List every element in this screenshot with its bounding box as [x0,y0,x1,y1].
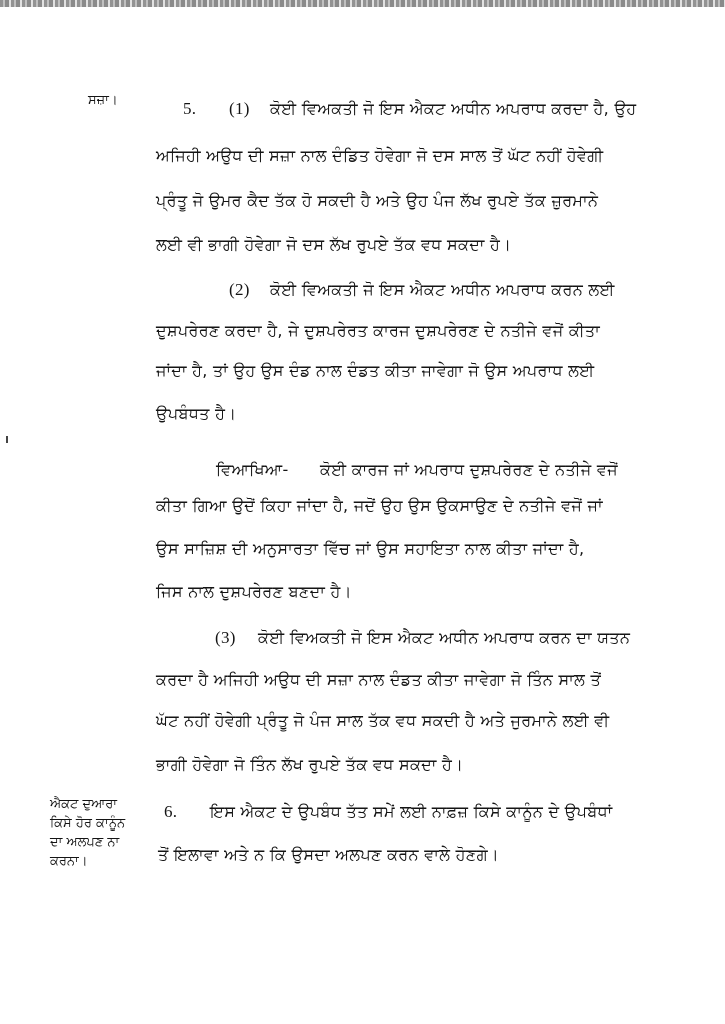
text-line: ਕੀਤਾ ਗਿਆ ਉਦੋਂ ਕਿਹਾ ਜਾਂਦਾ ਹੈ, ਜਦੋਂ ਉਹ ਉਸ ਉਕਸਾਉਣ ਦੇ ਨਤੀਜੇ ਵਜੋਂ ਜਾਂ [156,496,603,515]
subsection-label: (3) [215,628,236,647]
section-number: 5. [183,99,197,118]
scan-top-edge [0,0,725,7]
text-line: ਜਾਂਦਾ ਹੈ, ਤਾਂ ਉਹ ਉਸ ਦੰਡ ਨਾਲ ਦੰਡਤ ਕੀਤਾ ਜਾਵੇਗਾ ਜੋ ਉਸ ਅਪਰਾਧ ਲਈ [156,361,595,380]
text-line: ਕਰਦਾ ਹੈ ਅਜਿਹੀ ਅਉਧ ਦੀ ਸਜ਼ਾ ਨਾਲ ਦੰਡਤ ਕੀਤਾ ਜਾਵੇਗਾ ਜੋ ਤਿੰਨ ਸਾਲ ਤੋਂ [156,670,602,689]
text-line: ਲਈ ਵੀ ਭਾਗੀ ਹੋਵੇਗਾ ਜੋ ਦਸ ਲੱਖ ਰੁਪਏ ਤੱਕ ਵਧ ਸਕਦਾ ਹੈ। [156,235,512,254]
text-line: ਕੋਈ ਕਾਰਜ ਜਾਂ ਅਪਰਾਧ ਦੁਸ਼ਪਰੇਰਣ ਦੇ ਨਤੀਜੇ ਵਜੋਂ [320,460,618,479]
text-line: ਦੁਸ਼ਪਰੇਰਣ ਕਰਦਾ ਹੈ, ਜੇ ਦੁਸ਼ਪਰੇਰਤ ਕਾਰਜ ਦੁਸ਼ਪਰੇਰਣ ਦੇ ਨਤੀਜੇ ਵਜੋਂ ਕੀਤਾ [156,321,600,340]
margin-note-line: ਦਾ ਅਲਪਣ ਨਾ [50,835,120,850]
section-number: 6. [164,802,178,821]
margin-note-line: ਕਰਨਾ। [50,854,88,869]
text-line: ਉਪਬੰਧਤ ਹੈ। [156,404,237,423]
margin-note-line: ਐਕਟ ਦੁਆਰਾ [50,797,118,812]
text-line: ਘੱਟ ਨਹੀਂ ਹੋਵੇਗੀ ਪ੍ਰੰਤੂ ਜੋ ਪੰਜ ਸਾਲ ਤੱਕ ਵਧ ਸਕਦੀ ਹੈ ਅਤੇ ਜੁਰਮਾਨੇ ਲਈ ਵੀ [156,711,610,730]
text-line: ਤੋਂ ਇਲਾਵਾ ਅਤੇ ਨ ਕਿ ਉਸਦਾ ਅਲਪਣ ਕਰਨ ਵਾਲੇ ਹੋਣਗੇ। [158,845,499,864]
scan-mark [6,436,8,443]
text-line: ਇਸ ਐਕਟ ਦੇ ਉਪਬੰਧ ਤੱਤ ਸਮੇਂ ਲਈ ਨਾਫ਼ਜ਼ ਕਿਸੇ ਕਾਨੂੰਨ ਦੇ ਉਪਬੰਧਾਂ [210,802,613,821]
subsection-label: (2) [229,280,250,299]
margin-note-line: ਕਿਸੇ ਹੋਰ ਕਾਨੂੰਨ [50,816,126,831]
text-line: ਪ੍ਰੰਤੂ ਜੋ ਉਮਰ ਕੈਦ ਤੱਕ ਹੋ ਸਕਦੀ ਹੈ ਅਤੇ ਉਹ ਪੰਜ ਲੱਖ ਰੁਪਏ ਤੱਕ ਜ਼ੁਰਮਾਨੇ [156,191,599,210]
text-line: ਅਜਿਹੀ ਅਉਧ ਦੀ ਸਜ਼ਾ ਨਾਲ ਦੰਡਿਤ ਹੋਵੇਗਾ ਜੋ ਦਸ ਸਾਲ ਤੋਂ ਘੱਟ ਨਹੀਂ ਹੋਵੇਗੀ [156,146,604,165]
text-line: ਕੋਈ ਵਿਅਕਤੀ ਜੋ ਇਸ ਐਕਟ ਅਧੀਨ ਅਪਰਾਧ ਕਰਨ ਲਈ [270,280,615,299]
text-line: ਭਾਗੀ ਹੋਵੇਗਾ ਜੋ ਤਿੰਨ ਲੱਖ ਰੁਪਏ ਤੱਕ ਵਧ ਸਕਦਾ ਹੈ। [156,755,464,774]
text-line: ਕੋਈ ਵਿਅਕਤੀ ਜੋ ਇਸ ਐਕਟ ਅਧੀਨ ਅਪਰਾਧ ਕਰਦਾ ਹੈ, ਉਹ [270,99,637,118]
text-line: ਜਿਸ ਨਾਲ ਦੁਸ਼ਪਰੇਰਣ ਬਣਦਾ ਹੈ। [156,582,352,601]
margin-note-punishment: ਸਜ਼ਾ। [88,93,118,108]
subsection-label: (1) [229,99,250,118]
text-line: ਕੋਈ ਵਿਅਕਤੀ ਜੋ ਇਸ ਐਕਟ ਅਧੀਨ ਅਪਰਾਧ ਕਰਨ ਦਾ ਯਤਨ [258,628,631,647]
explanation-label: ਵਿਆਖਿਆ- [216,460,289,479]
text-line: ਉਸ ਸਾਜ਼ਿਸ਼ ਦੀ ਅਨੁਸਾਰਤਾ ਵਿੱਚ ਜਾਂ ਉਸ ਸਹਾਇਤਾ ਨਾਲ ਕੀਤਾ ਜਾਂਦਾ ਹੈ, [156,539,585,558]
